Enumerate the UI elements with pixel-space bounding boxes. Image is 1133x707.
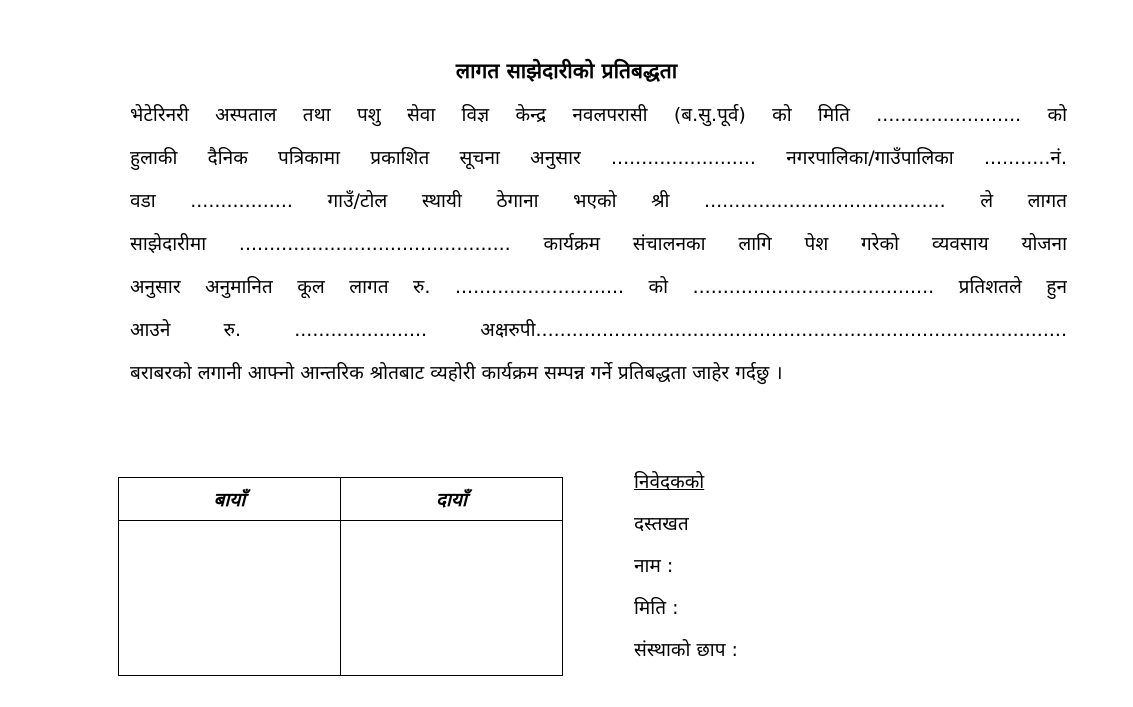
- date-label: मिति :: [634, 597, 679, 619]
- document-title: लागत साझेदारीको प्रतिबद्धता: [455, 59, 678, 83]
- commitment-paragraph: [130, 95, 1067, 396]
- signature-label: दस्तखत: [634, 513, 689, 535]
- paragraph-line: वडा ................. गाउँ/टोल स्थायी ठेगाना भएको श्री ........................................ ले लागत: [130, 190, 1067, 212]
- paragraph-line: आउने रु. ...................... अक्षरुपी........................................................................................: [130, 319, 1067, 341]
- paragraph-line: बराबरको लगानी आफ्नो आन्तरिक श्रोतबाट व्यहोरी कार्यक्रम सम्पन्न गर्ने प्रतिबद्धता जाहेर गर्दछु ।: [130, 362, 783, 384]
- paragraph-line: साझेदारीमा ............................................. कार्यक्रम संचालनका लागि पेश गरेको व्यवसाय योजना: [130, 233, 1067, 255]
- applicant-heading: निवेदकको: [634, 471, 705, 493]
- paragraph-line: भेटेरिनरी अस्पताल तथा पशु सेवा विज्ञ केन्द्र नवलपरासी (ब.सु.पूर्व) को मिति ........................ को: [130, 104, 1067, 126]
- paragraph-line: हुलाकी दैनिक पत्रिकामा प्रकाशित सूचना अनुसार ........................ नगरपालिका/गाउँपालिका ...........नं.: [130, 147, 1067, 169]
- stamp-label: संस्थाको छाप :: [634, 639, 738, 661]
- thumbprint-table: [118, 477, 563, 676]
- paragraph-line: अनुसार अनुमानित कूल लागत रु. ............................ को ........................................ प्रतिशतले हुन: [130, 276, 1067, 298]
- signature-block: [634, 462, 1084, 672]
- right-thumb-box: [341, 521, 563, 676]
- left-thumb-box: [119, 521, 341, 676]
- name-label: नाम :: [634, 555, 674, 577]
- left-thumb-header: बायाँ: [119, 478, 341, 521]
- thumbprint-box-row: [119, 521, 563, 676]
- right-thumb-header: दायाँ: [341, 478, 563, 521]
- thumbprint-header-row: [119, 478, 563, 521]
